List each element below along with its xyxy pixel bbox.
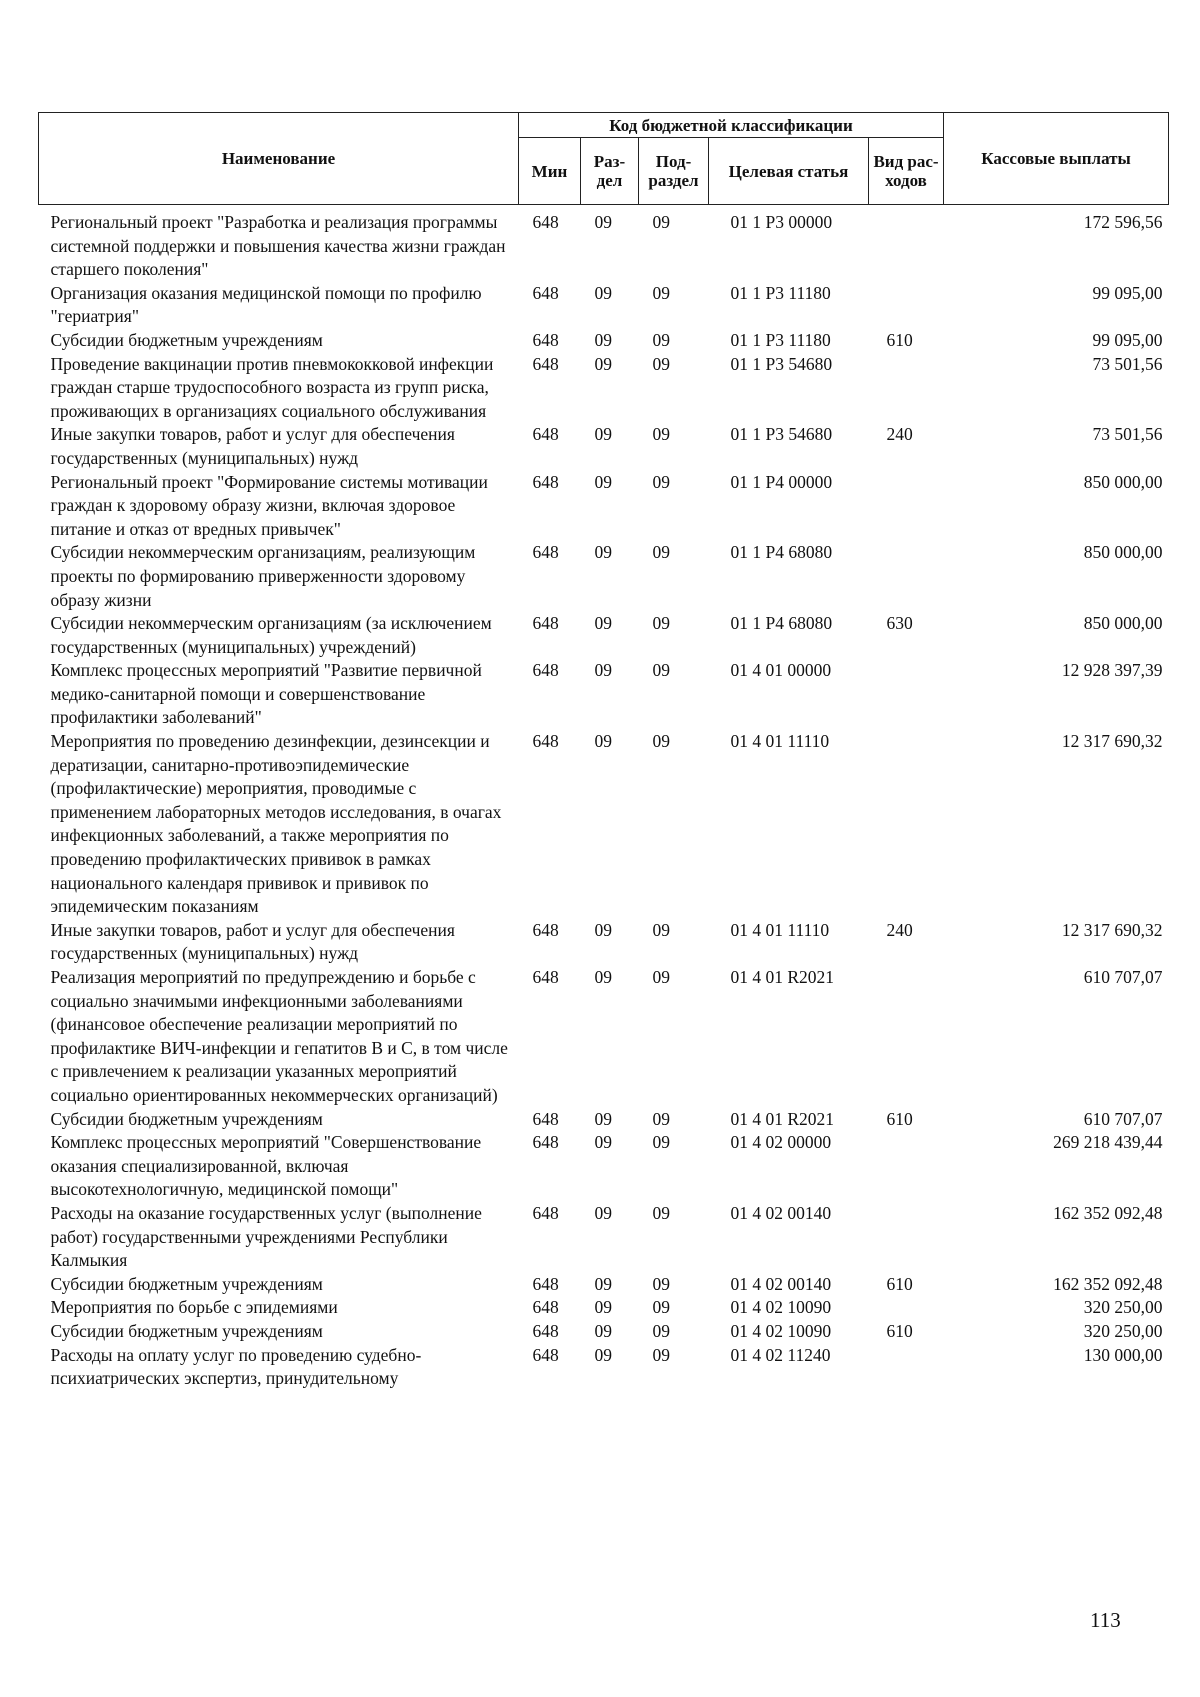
cell-sum: 320 250,00 — [1083, 1297, 1163, 1318]
cell-min: 648 — [532, 1273, 559, 1294]
cell-razdel: 09 — [594, 329, 612, 350]
cell-celevaya: 01 4 01 11110 — [730, 919, 830, 940]
cell-podrazdel: 09 — [652, 329, 670, 350]
table-row — [39, 1131, 1169, 1202]
cell-name: Региональный проект "Разработка и реализация программы системной поддержки и повышения качества жизни граждан старшего поколения" — [50, 212, 506, 280]
cell-name: Субсидии некоммерческим организациям, реализующим проекты по формированию приверженности здоровому образу жизни — [50, 542, 476, 610]
cell-vid — [869, 1202, 944, 1273]
cell-razdel: 09 — [594, 353, 612, 374]
cell-razdel: 09 — [594, 1108, 612, 1129]
cell-vid: 610 — [886, 1108, 913, 1129]
cell-min: 648 — [532, 353, 559, 374]
table-row — [39, 1108, 1169, 1132]
cell-min: 648 — [532, 1320, 559, 1341]
cell-podrazdel: 09 — [652, 353, 670, 374]
cell-podrazdel: 09 — [652, 967, 670, 987]
cell-razdel: 09 — [594, 919, 612, 940]
cell-podrazdel: 09 — [652, 1132, 670, 1153]
cell-min: 648 — [532, 329, 559, 350]
table-row — [39, 211, 1169, 282]
cell-podrazdel: 09 — [652, 1344, 670, 1365]
cell-sum: 850 000,00 — [1083, 613, 1163, 634]
header-name: Наименование — [39, 113, 519, 205]
cell-min: 648 — [532, 660, 559, 681]
cell-celevaya: 01 1 Р3 00000 — [730, 212, 833, 232]
cell-razdel: 09 — [594, 660, 612, 681]
cell-celevaya: 01 4 02 10090 — [730, 1297, 832, 1318]
cell-celevaya: 01 4 02 00140 — [730, 1273, 832, 1294]
table-row — [39, 282, 1169, 329]
cell-celevaya: 01 1 Р4 00000 — [730, 471, 833, 492]
cell-sum: 610 707,07 — [1083, 967, 1163, 987]
cell-name: Комплекс процессных мероприятий "Развитие первичной медико-санитарной помощи и совершенствование профилактики заболеваний" — [50, 660, 482, 728]
cell-min: 648 — [532, 919, 559, 940]
cell-sum: 850 000,00 — [1083, 542, 1163, 563]
cell-name: Реализация мероприятий по предупреждению и борьбе с социально значимыми инфекционными заболеваниями (финансовое обеспечение реализации мероприятий по профилактике ВИЧ-инфекции и гепатитов В и С, в том числе с привлечением к реализации указанных мероприятий социально ориентированных некоммерческих организаций) — [50, 967, 508, 1105]
cell-podrazdel: 09 — [652, 1320, 670, 1341]
cell-vid: 610 — [886, 1320, 913, 1341]
cell-vid — [869, 659, 944, 730]
cell-min: 648 — [532, 613, 559, 634]
cell-name: Расходы на оплату услуг по проведению судебно-психиатрических экспертиз, принудительному — [50, 1344, 422, 1389]
cell-celevaya: 01 1 Р4 68080 — [730, 542, 833, 563]
cell-name: Мероприятия по проведению дезинфекции, дезинсекции и дератизации, санитарно-противоэпидемические (профилактические) мероприятия, проводимые с применением лабораторных методов исследования, в очагах инфекционных заболеваний, а также мероприятия по проведению профилактических прививок в рамках национального календаря прививок и прививок по эпидемическим показаниям — [50, 731, 502, 917]
header-sum: Кассовые выплаты — [944, 113, 1169, 205]
cell-podrazdel: 09 — [652, 542, 670, 563]
cell-celevaya: 01 4 01 R2021 — [730, 1108, 835, 1129]
cell-vid — [869, 1296, 944, 1320]
cell-name: Мероприятия по борьбе с эпидемиями — [50, 1297, 338, 1318]
cell-vid — [869, 541, 944, 612]
cell-celevaya: 01 1 Р3 54680 — [730, 424, 833, 445]
cell-sum: 320 250,00 — [1083, 1320, 1163, 1341]
cell-razdel: 09 — [594, 471, 612, 492]
cell-sum: 850 000,00 — [1083, 471, 1163, 492]
cell-name: Иные закупки товаров, работ и услуг для обеспечения государственных (муниципальных) нужд — [50, 424, 455, 468]
header-razdel: Раз-дел — [581, 138, 639, 205]
cell-vid: 610 — [886, 1273, 913, 1294]
cell-podrazdel: 09 — [652, 660, 670, 681]
header-min: Мин — [519, 138, 581, 205]
cell-razdel: 09 — [594, 613, 612, 634]
cell-razdel: 09 — [594, 731, 612, 752]
table-row — [39, 612, 1169, 659]
cell-name: Региональный проект "Формирование системы мотивации граждан к здоровому образу жизни, включая здоровое питание и отказ от вредных привычек" — [50, 471, 488, 539]
cell-celevaya: 01 1 Р3 11180 — [730, 282, 831, 303]
cell-razdel: 09 — [594, 1202, 612, 1223]
cell-min: 648 — [532, 1108, 559, 1129]
cell-razdel: 09 — [594, 212, 612, 232]
cell-vid: 240 — [886, 424, 913, 445]
cell-name: Субсидии бюджетным учреждениям — [50, 1320, 323, 1341]
cell-name: Субсидии бюджетным учреждениям — [50, 1108, 323, 1129]
table-row — [39, 471, 1169, 542]
cell-name: Проведение вакцинации против пневмококковой инфекции граждан старше трудоспособного возраста из групп риска, проживающих в организациях социального обслуживания — [50, 353, 494, 421]
cell-name: Субсидии бюджетным учреждениям — [50, 1273, 323, 1294]
table-row — [39, 966, 1169, 1108]
cell-min: 648 — [532, 212, 559, 232]
header-vid: Вид рас-ходов — [869, 138, 944, 205]
cell-min: 648 — [532, 1344, 559, 1365]
cell-podrazdel: 09 — [652, 1273, 670, 1294]
cell-podrazdel: 09 — [652, 282, 670, 303]
cell-podrazdel: 09 — [652, 613, 670, 634]
cell-sum: 12 928 397,39 — [1061, 660, 1163, 681]
cell-sum: 162 352 092,48 — [1053, 1273, 1163, 1294]
cell-name: Комплекс процессных мероприятий "Совершенствование оказания специализированной, включая высокотехнологичную, медицинской помощи" — [50, 1132, 482, 1200]
cell-sum: 99 095,00 — [1092, 329, 1163, 350]
cell-podrazdel: 09 — [652, 731, 670, 752]
cell-sum: 99 095,00 — [1092, 282, 1163, 303]
table-row — [39, 1296, 1169, 1320]
budget-table-sheet — [38, 112, 1168, 1391]
cell-sum: 12 317 690,32 — [1061, 731, 1163, 752]
page-number: 113 — [1090, 1608, 1121, 1632]
cell-sum: 73 501,56 — [1092, 353, 1163, 374]
cell-podrazdel: 09 — [652, 471, 670, 492]
cell-vid — [869, 730, 944, 919]
cell-sum: 172 596,56 — [1083, 212, 1163, 232]
cell-podrazdel: 09 — [652, 1297, 670, 1318]
cell-vid: 610 — [886, 329, 913, 350]
cell-celevaya: 01 4 02 00000 — [730, 1132, 832, 1153]
cell-podrazdel: 09 — [652, 1202, 670, 1223]
table-row — [39, 1202, 1169, 1273]
cell-min: 648 — [532, 542, 559, 563]
cell-vid — [869, 1344, 944, 1391]
cell-vid — [869, 471, 944, 542]
cell-name: Расходы на оказание государственных услуг (выполнение работ) государственными учреждениями Республики Калмыкия — [50, 1202, 482, 1271]
cell-razdel: 09 — [594, 1132, 612, 1153]
cell-vid — [869, 353, 944, 424]
cell-celevaya: 01 1 Р3 11180 — [730, 329, 831, 350]
cell-min: 648 — [532, 471, 559, 492]
cell-sum: 12 317 690,32 — [1061, 919, 1163, 940]
cell-razdel: 09 — [594, 1320, 612, 1341]
cell-razdel: 09 — [594, 1273, 612, 1294]
cell-podrazdel: 09 — [652, 212, 670, 232]
cell-razdel: 09 — [594, 967, 612, 987]
table-header — [39, 113, 1169, 205]
table-row — [39, 1273, 1169, 1297]
table-row — [39, 1344, 1169, 1391]
header-podrazdel: Под-раздел — [639, 138, 709, 205]
cell-name: Иные закупки товаров, работ и услуг для обеспечения государственных (муниципальных) нужд — [50, 919, 455, 964]
cell-name: Субсидии бюджетным учреждениям — [50, 329, 323, 350]
budget-table — [38, 112, 1169, 1391]
cell-vid — [869, 282, 944, 329]
cell-min: 648 — [532, 282, 559, 303]
cell-vid — [869, 966, 944, 1108]
table-row — [39, 329, 1169, 353]
cell-min: 648 — [532, 424, 559, 445]
cell-sum: 73 501,56 — [1092, 424, 1163, 445]
cell-celevaya: 01 1 Р4 68080 — [730, 613, 833, 634]
table-body — [39, 205, 1169, 1391]
cell-min: 648 — [532, 1132, 559, 1153]
table-row — [39, 541, 1169, 612]
cell-celevaya: 01 1 Р3 54680 — [730, 353, 833, 374]
cell-vid — [869, 1131, 944, 1202]
cell-min: 648 — [532, 731, 559, 752]
cell-vid: 240 — [886, 919, 913, 940]
header-celevaya: Целевая статья — [709, 138, 869, 205]
cell-podrazdel: 09 — [652, 424, 670, 445]
cell-vid: 630 — [886, 613, 913, 634]
cell-celevaya: 01 4 02 11240 — [730, 1344, 831, 1365]
cell-sum: 610 707,07 — [1083, 1108, 1163, 1129]
cell-celevaya: 01 4 01 00000 — [730, 660, 832, 681]
cell-min: 648 — [532, 1297, 559, 1318]
cell-celevaya: 01 4 01 11110 — [730, 731, 830, 752]
cell-sum: 269 218 439,44 — [1053, 1132, 1163, 1153]
cell-sum: 130 000,00 — [1083, 1344, 1163, 1365]
cell-sum: 162 352 092,48 — [1053, 1202, 1163, 1223]
table-row — [39, 730, 1169, 919]
cell-vid — [869, 211, 944, 282]
table-row — [39, 423, 1169, 470]
cell-razdel: 09 — [594, 424, 612, 445]
cell-razdel: 09 — [594, 1344, 612, 1365]
cell-razdel: 09 — [594, 282, 612, 303]
cell-min: 648 — [532, 967, 559, 987]
cell-celevaya: 01 4 02 10090 — [730, 1320, 832, 1341]
cell-podrazdel: 09 — [652, 919, 670, 940]
cell-celevaya: 01 4 02 00140 — [730, 1202, 832, 1223]
cell-celevaya: 01 4 01 R2021 — [730, 967, 835, 987]
cell-name: Организация оказания медицинской помощи по профилю "гериатрия" — [50, 282, 482, 327]
table-row — [39, 659, 1169, 730]
table-row — [39, 1320, 1169, 1344]
table-row — [39, 919, 1169, 966]
cell-name: Субсидии некоммерческим организациям (за исключением государственных (муниципальных) учреждений) — [50, 613, 492, 657]
table-row — [39, 353, 1169, 424]
cell-razdel: 09 — [594, 542, 612, 563]
cell-podrazdel: 09 — [652, 1108, 670, 1129]
header-classification-group: Код бюджетной классификации — [519, 113, 944, 138]
cell-min: 648 — [532, 1202, 559, 1223]
cell-razdel: 09 — [594, 1297, 612, 1318]
